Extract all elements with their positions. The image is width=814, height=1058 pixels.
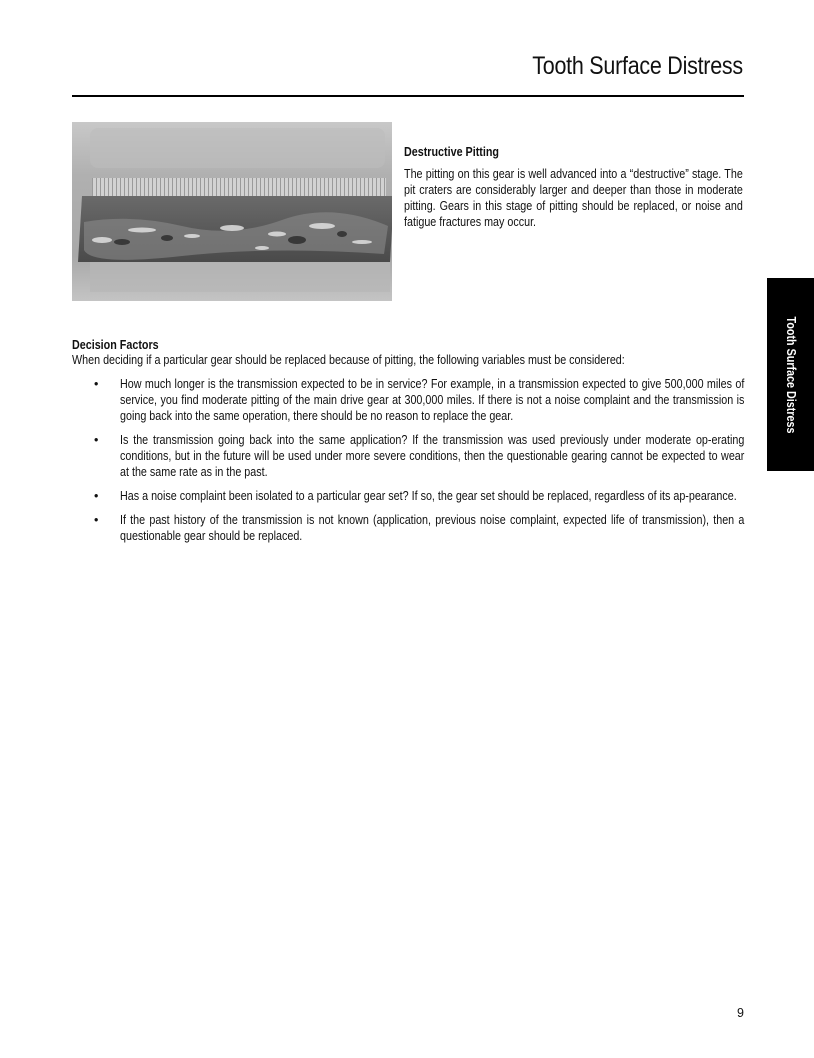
list-item [72, 432, 744, 480]
decision-factors-section [72, 338, 744, 552]
list-item-text: Has a noise complaint been isolated to a particular gear set? If so, the gear set should be replaced, regardless of its ap-pearance. [120, 489, 737, 503]
list-item [72, 512, 744, 544]
gear-photo-graphic [72, 122, 392, 301]
list-item [72, 376, 744, 424]
section-side-tab[interactable] [767, 278, 814, 471]
bullet-icon: • [94, 377, 99, 391]
caption-body: The pitting on this gear is well advanced into a “destructive” stage. The pit craters are considerably larger and deeper than those in moderate pitting. Gears in this stage of pitting should be replaced, or noise and fatigue fractures may occur. [404, 167, 743, 229]
side-tab-label: Tooth Surface Distress [783, 316, 798, 433]
bullet-icon: • [94, 513, 99, 527]
bullet-icon: • [94, 489, 99, 503]
gear-tooth-pitting-photo [72, 122, 392, 301]
page-number: 9 [737, 1006, 744, 1020]
page-title: Tooth Surface Distress [532, 52, 743, 80]
bullet-list [72, 376, 744, 544]
section-intro: When deciding if a particular gear should be replaced because of pitting, the following variables must be considered: [72, 353, 625, 367]
caption-title: Destructive Pitting [404, 145, 499, 159]
figure-caption [404, 145, 743, 230]
list-item-text: Is the transmission going back into the same application? If the transmission was used previously under moderate op-erating conditions, but in the future will be used under more severe conditions, then the questionable gearing cannot be expected to wear at the same rate as in the past. [120, 433, 745, 479]
list-item-text: How much longer is the transmission expected to be in service? For example, in a transmission expected to give 500,000 miles of service, you find moderate pitting of the main drive gear at 300,000 miles. If there is not a noise complaint and the transmission is going back into the same operation, there should be no reason to replace the gear. [120, 377, 745, 423]
list-item [72, 488, 744, 504]
section-heading: Decision Factors [72, 338, 159, 352]
list-item-text: If the past history of the transmission is not known (application, previous noise complaint, expected life of transmission), then a questionable gear should be replaced. [120, 513, 745, 543]
bullet-icon: • [94, 433, 99, 447]
header-divider [72, 95, 744, 97]
